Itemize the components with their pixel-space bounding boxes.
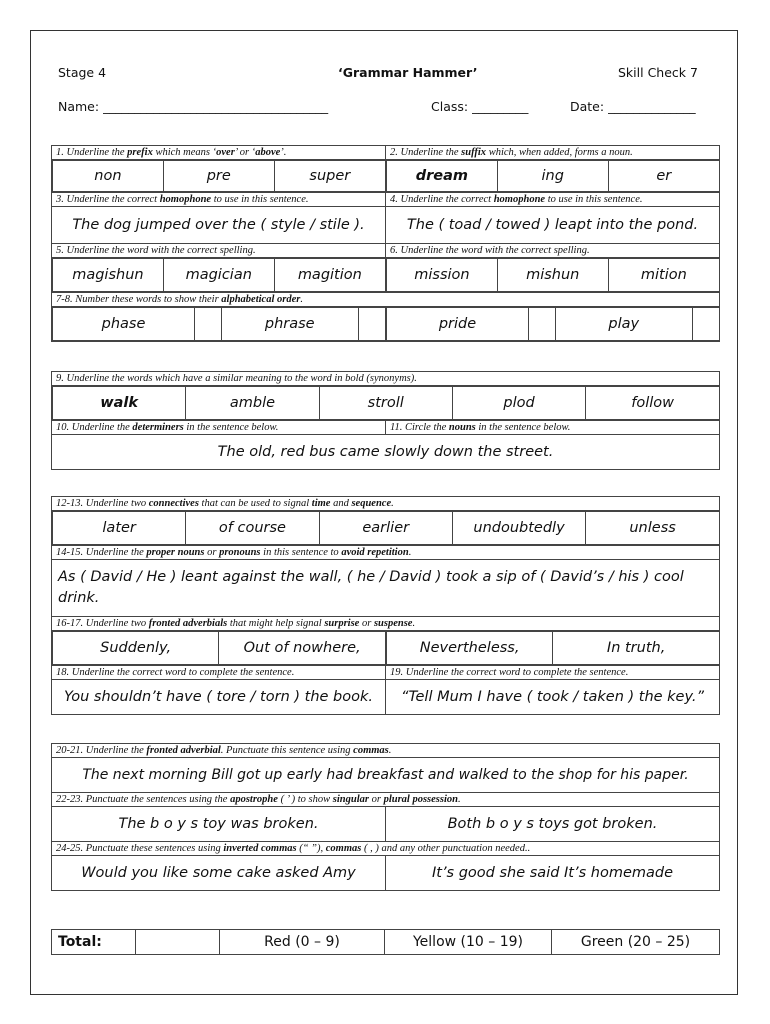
q22-23-instruction: 22-23. Punctuate the sentences using the apostrophe ( ’ ) to show singular or plural possession. xyxy=(52,793,720,807)
q16-17-option[interactable]: In truth, xyxy=(553,632,719,665)
q5-option[interactable]: magition xyxy=(274,259,385,292)
q7-8-number-box[interactable] xyxy=(358,308,385,341)
q23-sentence[interactable]: Both b o y s toys got broken. xyxy=(386,807,720,842)
q19-sentence[interactable]: “Tell Mum I have ( took / taken ) the key.” xyxy=(386,680,720,715)
q24-25-instruction: 24-25. Punctuate these sentences using inverted commas (“ ”), commas ( , ) and any other punctuation needed.. xyxy=(52,842,720,856)
q16-17-option[interactable]: Out of nowhere, xyxy=(219,632,385,665)
name-field[interactable] xyxy=(58,99,328,114)
name-line: ____________________________________ xyxy=(103,99,329,114)
questions-12-19-block xyxy=(51,496,720,715)
q7-8-instruction: 7-8. Number these words to show their alphabetical order. xyxy=(52,293,720,307)
q14-15-sentence[interactable] xyxy=(52,560,720,617)
band-red: Red (0 – 9) xyxy=(220,930,385,955)
band-green: Green (20 – 25) xyxy=(552,930,720,955)
q19-instruction: 19. Underline the correct word to complete the sentence. xyxy=(386,666,720,680)
stage-label: Stage 4 xyxy=(58,65,107,80)
q25-sentence[interactable]: It’s good she said It’s homemade xyxy=(386,856,720,891)
q9-instruction: 9. Underline the words which have a similar meaning to the word in bold (synonyms). xyxy=(52,372,720,386)
q1-option[interactable]: super xyxy=(274,161,385,192)
q7-8-word: phase xyxy=(53,308,195,341)
total-score-box[interactable] xyxy=(136,930,220,955)
q1-option[interactable]: non xyxy=(53,161,164,192)
q18-instruction: 18. Underline the correct word to complete the sentence. xyxy=(52,666,386,680)
date-label: Date: xyxy=(570,99,605,114)
q7-8-word: play xyxy=(556,308,693,341)
q9-option[interactable]: stroll xyxy=(319,387,452,420)
q9-bold-word: walk xyxy=(53,387,186,420)
q2-root-word: dream xyxy=(387,161,498,192)
q9-option[interactable]: plod xyxy=(452,387,585,420)
questions-20-25-block xyxy=(51,743,720,891)
questions-9-11-block xyxy=(51,371,720,470)
q1-option[interactable]: pre xyxy=(163,161,274,192)
q14-15-line: As ( David / He ) leant against the wall, ( he / David ) took a sip of ( David’s / his ) cool xyxy=(58,569,684,585)
q6-option[interactable]: mition xyxy=(608,259,719,292)
name-label: Name: xyxy=(58,99,100,114)
q24-sentence[interactable]: Would you like some cake asked Amy xyxy=(52,856,386,891)
q9-option[interactable]: amble xyxy=(186,387,319,420)
q12-13-option[interactable]: later xyxy=(53,512,186,545)
q2-option[interactable]: er xyxy=(608,161,719,192)
q6-instruction: 6. Underline the word with the correct spelling. xyxy=(386,244,720,258)
q14-15-line: drink. xyxy=(58,590,100,606)
date-line: ______________ xyxy=(608,99,696,114)
q18-sentence[interactable]: You shouldn’t have ( tore / torn ) the book. xyxy=(52,680,386,715)
q16-17-instruction: 16-17. Underline two fronted adverbials that might help signal surprise or suspense. xyxy=(52,617,720,631)
q16-17-option[interactable]: Nevertheless, xyxy=(387,632,553,665)
class-field[interactable] xyxy=(431,99,528,114)
q4-instruction: 4. Underline the correct homophone to use in this sentence. xyxy=(386,193,720,207)
q4-sentence[interactable]: The ( toad / towed ) leapt into the pond. xyxy=(386,207,720,244)
q20-21-sentence[interactable]: The next morning Bill got up early had breakfast and walked to the shop for his paper. xyxy=(52,758,720,793)
q7-8-number-box[interactable] xyxy=(692,308,719,341)
total-label: Total: xyxy=(52,930,136,955)
q3-sentence[interactable]: The dog jumped over the ( style / stile ). xyxy=(52,207,386,244)
q20-21-instruction: 20-21. Underline the fronted adverbial. Punctuate this sentence using commas. xyxy=(52,744,720,758)
q5-option[interactable]: magician xyxy=(163,259,274,292)
q5-instruction: 5. Underline the word with the correct spelling. xyxy=(52,244,386,258)
q11-instruction: 11. Circle the nouns in the sentence below. xyxy=(386,421,720,435)
q6-option[interactable]: mission xyxy=(387,259,498,292)
band-yellow: Yellow (10 – 19) xyxy=(385,930,552,955)
q10-instruction: 10. Underline the determiners in the sentence below. xyxy=(52,421,386,435)
date-field[interactable] xyxy=(570,99,696,114)
q9-option[interactable]: follow xyxy=(586,387,719,420)
q22-sentence[interactable]: The b o y s toy was broken. xyxy=(52,807,386,842)
q3-instruction: 3. Underline the correct homophone to use in this sentence. xyxy=(52,193,386,207)
q6-option[interactable]: mishun xyxy=(497,259,608,292)
q7-8-word: phrase xyxy=(222,308,359,341)
q14-15-instruction: 14-15. Underline the proper nouns or pronouns in this sentence to avoid repetition. xyxy=(52,546,720,560)
q12-13-option[interactable]: earlier xyxy=(319,512,452,545)
q12-13-option[interactable]: unless xyxy=(586,512,719,545)
skill-check-label: Skill Check 7 xyxy=(618,65,698,80)
worksheet-title: ‘Grammar Hammer’ xyxy=(338,65,478,80)
q2-option[interactable]: ing xyxy=(497,161,608,192)
q2-instruction: 2. Underline the suffix which, when added, forms a noun. xyxy=(386,146,720,160)
q7-8-word: pride xyxy=(387,308,529,341)
total-score-table xyxy=(51,929,720,955)
q12-13-instruction: 12-13. Underline two connectives that can be used to signal time and sequence. xyxy=(52,497,720,511)
q7-8-number-box[interactable] xyxy=(195,308,222,341)
class-line: _________ xyxy=(472,99,529,114)
class-label: Class: xyxy=(431,99,469,114)
q1-instruction: 1. Underline the prefix which means ‘over’ or ‘above’. xyxy=(52,146,386,160)
questions-1-8-block xyxy=(51,145,720,342)
q7-8-number-box[interactable] xyxy=(529,308,556,341)
q12-13-option[interactable]: undoubtedly xyxy=(452,512,585,545)
q5-option[interactable]: magishun xyxy=(53,259,164,292)
q16-17-option[interactable]: Suddenly, xyxy=(53,632,219,665)
q10-11-sentence[interactable]: The old, red bus came slowly down the street. xyxy=(52,435,720,470)
q12-13-option[interactable]: of course xyxy=(186,512,319,545)
